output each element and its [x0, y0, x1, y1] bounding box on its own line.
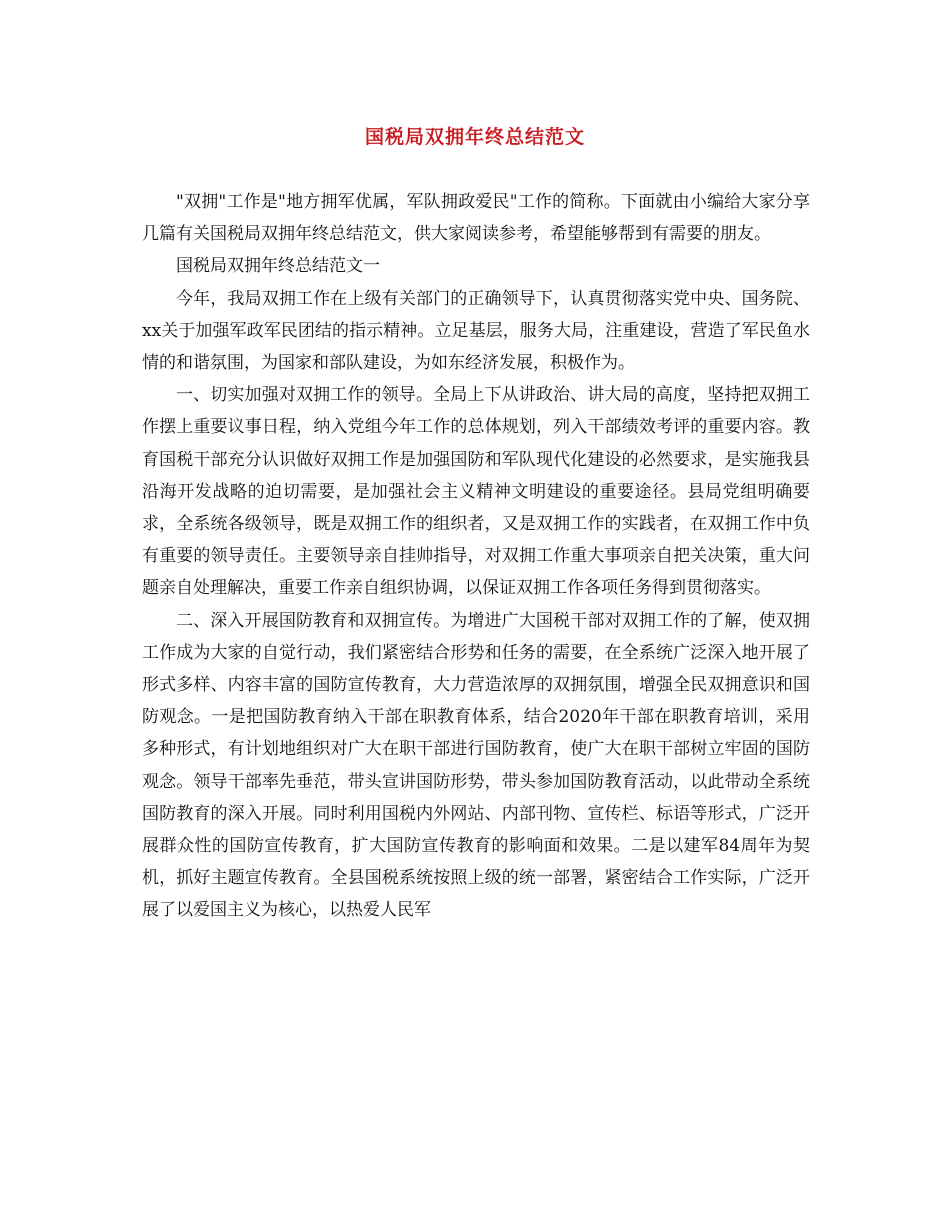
section-heading: 国税局双拥年终总结范文一: [176, 256, 380, 277]
document-body: [142, 186, 810, 927]
body-paragraph: 二、深入开展国防教育和双拥宣传。为增进广大国税干部对双拥工作的了解，使双拥工作成为大家的自觉行动，我们紧密结合形势和任务的需要，在全系统广泛深入地开展了形式多样、内容丰富的国防宣传教育，大力营造浓厚的双拥氛围，增强全民双拥意识和国防观念。一是把国防教育纳入干部在职教育体系，结合2020年干部在职教育培训，采用多种形式，有计划地组织对广大在职干部进行国防教育，使广大在职干部树立牢固的国防观念。领导干部率先垂范，带头宣讲国防形势，带头参加国防教育活动，以此带动全系统国防教育的深入开展。同时利用国税内外网站、内部刊物、宣传栏、标语等形式，广泛开展群众性的国防宣传教育，扩大国防宣传教育的影响面和效果。二是以建军84周年为契机，抓好主题宣传教育。全县国税系统按照上级的统一部署，紧密结合工作实际，广泛开展了以爱国主义为核心，以热爱人民军: [142, 610, 810, 921]
body-paragraph: 今年，我局双拥工作在上级有关部门的正确领导下，认真贯彻落实党中央、国务院、xx关于加强军政军民团结的指示精神。立足基层，服务大局，注重建设，营造了军民鱼水情的和谐氛围，为国家和部队建设，为如东经济发展，积极作为。: [142, 288, 810, 374]
intro-paragraph: "双拥"工作是"地方拥军优属，军队拥政爱民"工作的简称。下面就由小编给大家分享几篇有关国税局双拥年终总结范文，供大家阅读参考，希望能够帮到有需要的朋友。: [142, 192, 810, 245]
body-paragraph: 一、切实加强对双拥工作的领导。全局上下从讲政治、讲大局的高度，坚持把双拥工作摆上重要议事日程，纳入党组今年工作的总体规划，列入干部绩效考评的重要内容。教育国税干部充分认识做好双拥工作是加强国防和军队现代化建设的必然要求，是实施我县沿海开发战略的迫切需要，是加强社会主义精神文明建设的重要途径。县局党组明确要求，全系统各级领导，既是双拥工作的组织者，又是双拥工作的实践者，在双拥工作中负有重要的领导责任。主要领导亲自挂帅指导，对双拥工作重大事项亲自把关决策，重大问题亲自处理解决，重要工作亲自组织协调，以保证双拥工作各项任务得到贯彻落实。: [142, 385, 810, 599]
document-title: 国税局双拥年终总结范文: [364, 126, 585, 148]
